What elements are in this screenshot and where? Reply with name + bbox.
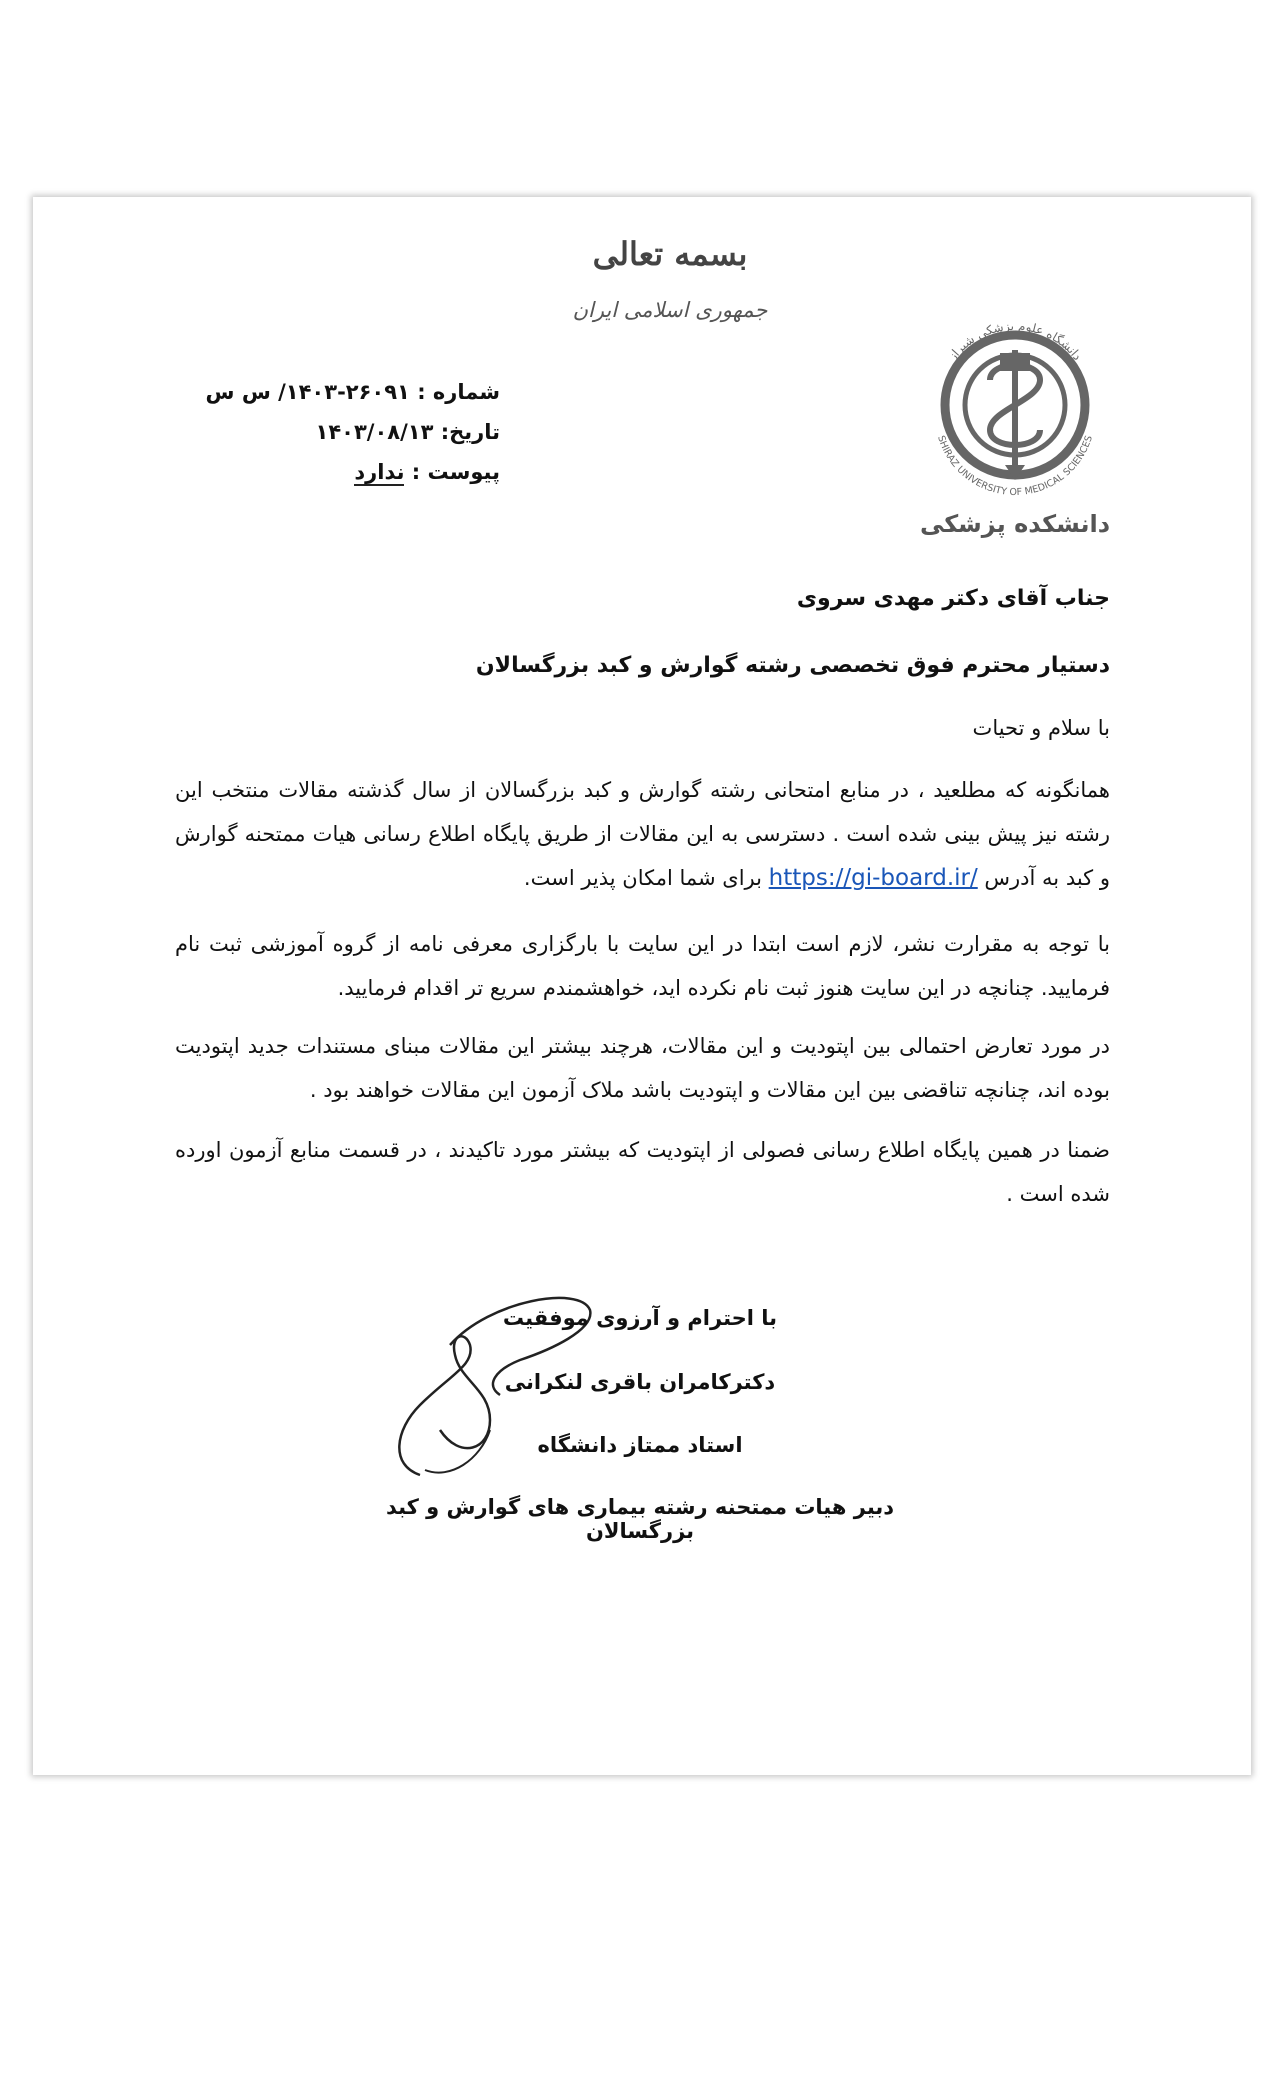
reference-block <box>200 372 500 492</box>
board-website-link[interactable]: https://gi-board.ir/ <box>768 865 978 891</box>
closing-regards: با احترام و آرزوی موفقیت <box>502 1306 778 1330</box>
university-seal-icon <box>915 305 1115 505</box>
logo-ring-text-fa: دانشگاه علوم پزشکی شیراز <box>945 318 1085 363</box>
paragraph-1-tail: برای شما امکان پذیر است. <box>523 866 769 890</box>
signer-role: دبیر هیات ممتحنه رشته بیماری های گوارش و کبد بزرگسالان <box>385 1495 895 1543</box>
logo-caption: دانشکده پزشکی <box>919 510 1111 538</box>
paragraph-1 <box>175 768 1110 900</box>
logo-ring-text-en: SHIRAZ UNIVERSITY OF MEDICAL SCIENCES <box>935 434 1095 499</box>
paragraph-3: در مورد تعارض احتمالی بین اپتودیت و این مقالات، هرچند بیشتر این مقالات مبنای مستندات جدید اپتودیت بوده اند، چنانچه تناقضی بین این مقالات و اپتودیت باشد ملاک آزمون این مقالات خواهند بود . <box>175 1034 1110 1102</box>
paragraph-1-text: همانگونه که مطلعید ، در منابع امتحانی رشته گوارش و کبد بزرگسالان از سال گذشته مقالات منتخب این رشته نیز پیش بینی شده است . دسترسی به این مقالات از طریق پایگاه اطلاع رسانی هیات ممتحنه گوارش و کبد به آدرس <box>175 778 1110 890</box>
republic-heading: جمهوری اسلامی ایران <box>572 298 768 322</box>
signer-name: دکترکامران باقری لنکرانی <box>504 1370 776 1394</box>
signer-title: استاد ممتاز دانشگاه <box>537 1433 743 1457</box>
university-logo <box>915 305 1115 545</box>
reference-number-label: شماره : <box>417 380 500 404</box>
reference-number <box>200 372 500 412</box>
reference-attachment <box>200 452 500 492</box>
reference-date-value: ۱۴۰۳/۰۸/۱۳ <box>315 420 434 444</box>
reference-number-value: ۲۶۰۹۱-۱۴۰۳/ س س <box>205 380 410 404</box>
greeting: با سلام و تحیات <box>972 716 1110 740</box>
basmala-heading: بسمه تعالی <box>592 235 748 273</box>
paragraph-4: ضمنا در همین پایگاه اطلاع رسانی فصولی از اپتودیت که بیشتر مورد تاکیدند ، در قسمت منابع آزمون اورده شده است . <box>175 1138 1110 1206</box>
recipient-title: دستیار محترم فوق تخصصی رشته گوارش و کبد بزرگسالان <box>475 653 1110 678</box>
recipient-name: جناب آقای دکتر مهدی سروی <box>796 586 1110 611</box>
reference-date <box>200 412 500 452</box>
reference-date-label: تاریخ: <box>440 420 500 444</box>
reference-attachment-value: ندارد <box>354 460 405 484</box>
reference-attachment-label: پیوست : <box>411 460 500 484</box>
paragraph-2: با توجه به مقرارت نشر، لازم است ابتدا در این سایت با بارگزاری معرفی نامه از گروه آموزشی ثبت نام فرمایید. چنانچه در این سایت هنوز ثبت نام نکرده اید، خواهشمندم سریع تر اقدام فرمایید. <box>175 932 1110 1000</box>
